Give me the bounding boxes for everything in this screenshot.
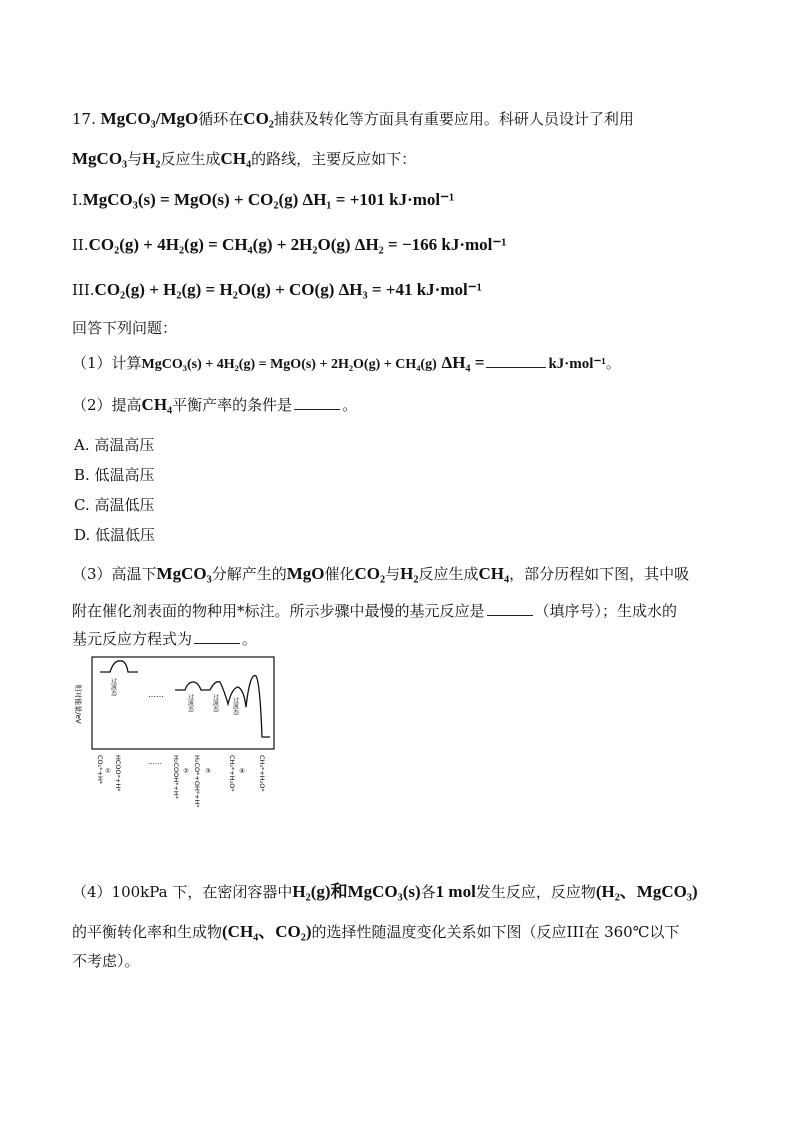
part-3-text: 与: [385, 565, 401, 583]
step-label: ②: [182, 767, 190, 775]
answer-prompt: 回答下列问题：: [72, 319, 178, 337]
species-label: CO₂*+H*: [96, 755, 104, 785]
formula-h2: H₂: [142, 149, 161, 168]
part-3-text: 基元反应方程式为: [72, 630, 193, 648]
part-4-text: 发生反应，反应物: [475, 883, 596, 901]
part-3-prefix: （3）高温下: [72, 565, 157, 583]
part-4-line2: [72, 917, 680, 942]
part-3-line3: [72, 628, 257, 649]
option-b[interactable]: B. 低温高压: [74, 466, 155, 484]
intro-text: 与: [127, 150, 143, 168]
part-1-prefix: （1）计算: [72, 354, 142, 372]
answer-blank[interactable]: [194, 629, 240, 644]
answer-blank[interactable]: [486, 353, 546, 368]
formula-ch4: CH₄: [141, 395, 173, 414]
part-1-equation: MgCO₃(s) + 4H₂(g) = MgO(s) + 2H₂O(g) + CH₄(g): [141, 357, 437, 372]
formula-mgco3-mgo: MgCO₃/MgO: [100, 109, 199, 128]
reaction-label: II.: [72, 236, 89, 254]
step-label: ③: [204, 767, 212, 775]
reaction-equation: CO₂(g) + 4H₂(g) = CH₄(g) + 2H₂O(g) ΔH₂ = −166 kJ·mol⁻¹: [88, 235, 507, 254]
part-2-prefix: （2）提高: [72, 396, 142, 414]
part-3-text: 分解产生的: [211, 565, 287, 583]
part-4-text: 的选择性随温度变化关系如下图（反应III在 360℃以下: [311, 923, 680, 941]
species-label: HCOO*+H*: [114, 755, 122, 792]
formula-ch4: CH₄: [478, 564, 510, 583]
part-4-prefix: （4）100kPa 下，在密闭容器中: [72, 883, 293, 901]
ts-label: 过渡态: [231, 697, 239, 715]
part-3-text: 反应生成: [418, 565, 479, 583]
species-label: H₂CO*+OH*+H*: [193, 755, 201, 808]
reaction-label: I.: [72, 191, 83, 209]
part-2: [72, 394, 357, 415]
reaction-label: III.: [72, 281, 95, 299]
species-label: CH₃*+H₂O*: [258, 755, 266, 792]
species-label: H₂COOH*+H*: [172, 755, 180, 799]
punct: 。: [605, 354, 621, 372]
part-3-text: 附在催化剂表面的物种用*标注。所示步骤中最慢的基元反应是: [72, 602, 485, 620]
answer-blank[interactable]: [294, 395, 340, 410]
ts-label: 过渡态: [186, 694, 194, 712]
question-intro-line1: [72, 108, 634, 129]
punct: 。: [342, 396, 358, 414]
formula-mgco3: MgCO₃: [156, 564, 212, 583]
intro-text: 反应生成: [160, 150, 221, 168]
punct: 。: [242, 630, 258, 648]
formula-ch4: CH₄: [220, 149, 252, 168]
formula-reactants: (H₂、MgCO₃): [595, 882, 698, 901]
part-4-line3: 不考虑）。: [72, 952, 140, 970]
part-1-delta-h: ΔH₄ =: [441, 353, 485, 372]
ts-label: 过渡态: [211, 694, 219, 712]
reaction-1: [72, 190, 454, 210]
species-label: CH₂*+H₂O*: [228, 755, 236, 792]
step-label: ④: [238, 767, 246, 775]
part-4-line1: [72, 877, 698, 902]
diagram-dots: ……: [148, 690, 164, 699]
part-4-text: 各: [420, 883, 436, 901]
formula-h2: H₂: [400, 564, 419, 583]
part-3-text: （填序号）；生成水的: [534, 602, 678, 620]
intro-text: 的路线，主要反应如下：: [251, 150, 417, 168]
reaction-equation: MgCO₃(s) = MgO(s) + CO₂(g) ΔH₁ = +101 kJ·mol⁻¹: [82, 190, 455, 209]
part-3-text: ，部分历程如下图，其中吸: [509, 565, 690, 583]
formula-products: (CH₄、CO₂): [222, 922, 312, 941]
formula-mgco3: MgCO₃: [72, 149, 128, 168]
part-1: [72, 352, 621, 373]
ts-label: 过渡态: [109, 678, 117, 696]
intro-text: 循环在: [198, 110, 244, 128]
species-label: ……: [148, 758, 162, 766]
part-3-line1: [72, 563, 689, 584]
formula-co2: CO₂: [243, 109, 274, 128]
option-d[interactable]: D. 低温低压: [74, 526, 156, 544]
question-intro-line2: [72, 148, 416, 169]
intro-text: 捕获及转化等方面具有重要应用。科研人员设计了利用: [273, 110, 634, 128]
energy-profile-diagram: [70, 652, 280, 852]
amount-1mol: 1 mol: [435, 882, 476, 901]
formula-mgo: MgO: [286, 564, 325, 583]
part-3-text: 催化: [324, 565, 355, 583]
formula-mgco3s: MgCO₃(s): [347, 882, 421, 901]
formula-co2: CO₂: [354, 564, 386, 583]
part-2-text: 平衡产率的条件是: [172, 396, 293, 414]
part-4-text: 和: [330, 882, 348, 901]
formula-h2g: H₂(g): [292, 882, 331, 901]
answer-blank[interactable]: [487, 601, 533, 616]
part-1-unit: kJ·mol⁻¹: [548, 356, 606, 372]
question-number: 17.: [72, 110, 96, 128]
option-a[interactable]: A. 高温高压: [74, 436, 155, 454]
reaction-equation: CO₂(g) + H₂(g) = H₂O(g) + CO(g) ΔH₃ = +41 kJ·mol⁻¹: [94, 280, 482, 299]
reaction-2: [72, 235, 506, 255]
option-c[interactable]: C. 高温低压: [74, 496, 155, 514]
step-label: ①: [104, 767, 112, 775]
diagram-ylabel: 相对能量/eV: [74, 684, 82, 724]
energy-path-1: [100, 661, 138, 672]
part-4-text: 的平衡转化率和生成物: [72, 923, 223, 941]
reaction-3: [72, 280, 482, 300]
part-3-line2: [72, 600, 677, 621]
